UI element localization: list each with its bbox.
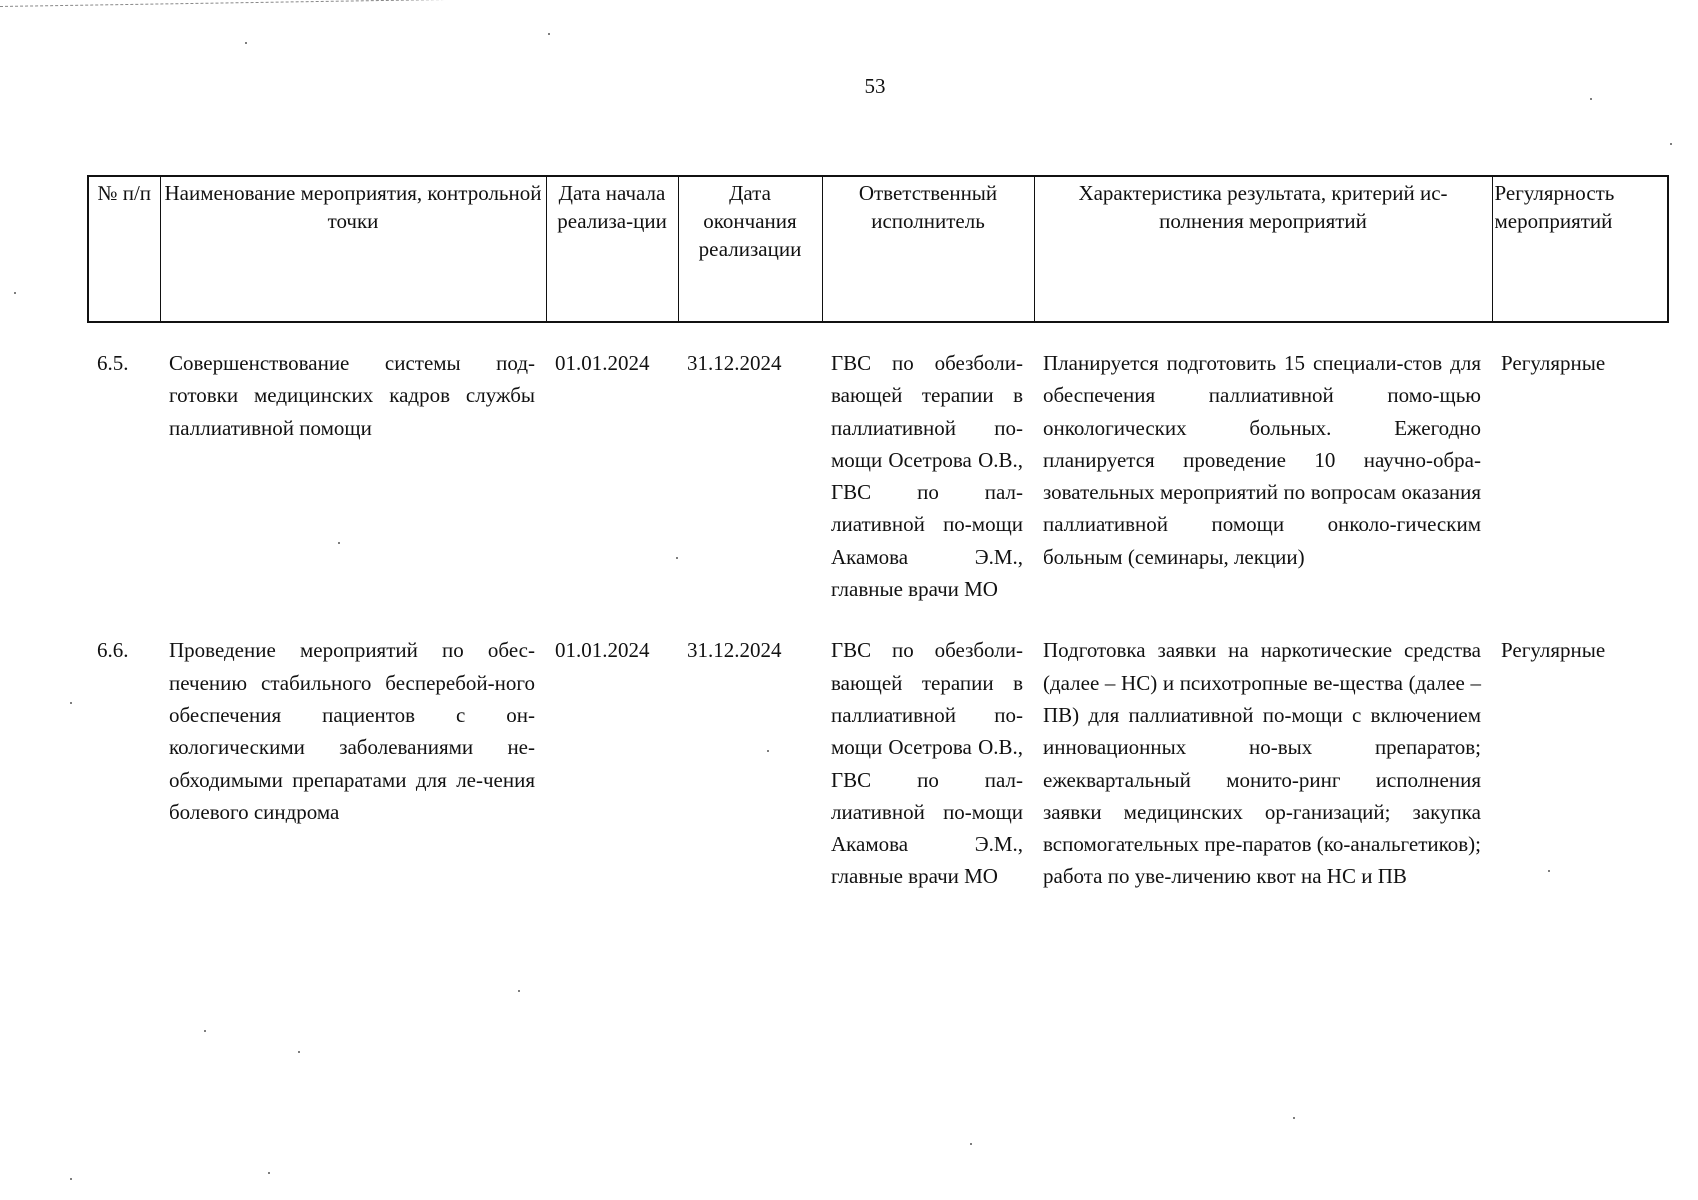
scan-speck: [70, 702, 72, 704]
header-number: № п/п: [88, 176, 160, 322]
table-row: [87, 634, 1667, 892]
row-name: Совершенствование системы под-готовки медицинских кадров службы паллиативной помощи: [169, 351, 535, 440]
scan-speck: [970, 1143, 972, 1145]
scan-speck: [1293, 1117, 1295, 1119]
row-regularity: Регулярные: [1501, 638, 1606, 663]
page-number: 53: [864, 74, 886, 98]
row-start-date: 01.01.2024: [555, 351, 650, 375]
header-result: Характеристика результата, критерий ис-полнения мероприятий: [1034, 176, 1492, 322]
row-regularity: Регулярные: [1501, 351, 1606, 375]
row-result: Подготовка заявки на наркотические средства (далее – НС) и психотропные ве-щества (далее – ПВ) для паллиативной по-мощи с включением инновационных но-вых препаратов; ежеквартальный монито-ринг исполнения заявки медицинских ор-ганизаций; закупка вспомогательных пре-паратов (ко-анальгетиков); работа по уве-личению квот на НС и ПВ: [1043, 638, 1481, 889]
row-responsible: ГВС по обезболи-вающей терапии в паллиативной по-мощи Осетрова О.В., ГВС по пал-лиативной по-мощи Акамова Э.М., главные врачи МО: [831, 638, 1023, 889]
table-row: [87, 347, 1667, 634]
scan-speck: [1670, 143, 1672, 145]
row-end-date: 31.12.2024: [687, 638, 782, 663]
header-end-date: Дата окончания реализации: [678, 176, 822, 322]
row-name: Проведение мероприятий по обес-печению стабильного бесперебой-ного обеспечения пациентов с он-кологическими заболеваниями не-обходимыми препаратами для ле-чения болевого синдрома: [169, 638, 535, 824]
row-result: Планируется подготовить 15 специали-стов для обеспечения паллиативной помо-щью онкологических больных. Ежегодно планируется проведение 10 научно-обра-зовательных мероприятий по вопросам оказания паллиативной помощи онколо-гическим больным (семинары, лекции): [1043, 351, 1481, 569]
scan-speck: [245, 42, 247, 44]
row-end-date: 31.12.2024: [687, 351, 782, 375]
scan-speck: [518, 990, 520, 992]
row-start-date: 01.01.2024: [555, 638, 650, 663]
row-responsible: ГВС по обезболи-вающей терапии в паллиативной по-мощи Осетрова О.В., ГВС по пал-лиативной по-мощи Акамова Э.М., главные врачи МО: [831, 351, 1023, 602]
scan-artifact-line: [0, 0, 880, 7]
scan-speck: [548, 33, 550, 35]
table-header: [87, 175, 1669, 323]
header-name: Наименование мероприятия, контрольной точки: [160, 176, 546, 322]
scan-speck: [14, 292, 16, 294]
row-number: 6.5.: [97, 351, 129, 375]
scan-speck: [70, 1178, 72, 1180]
header-start-date: Дата начала реализа-ции: [546, 176, 678, 322]
scan-speck: [204, 1030, 206, 1032]
header-row: [88, 176, 1668, 322]
row-number: 6.6.: [97, 638, 129, 663]
header-regularity: Регулярность мероприятий: [1492, 176, 1668, 322]
scan-speck: [298, 1051, 300, 1053]
header-responsible: Ответственный исполнитель: [822, 176, 1034, 322]
scan-speck: [268, 1172, 270, 1174]
table-body: [87, 347, 1667, 893]
